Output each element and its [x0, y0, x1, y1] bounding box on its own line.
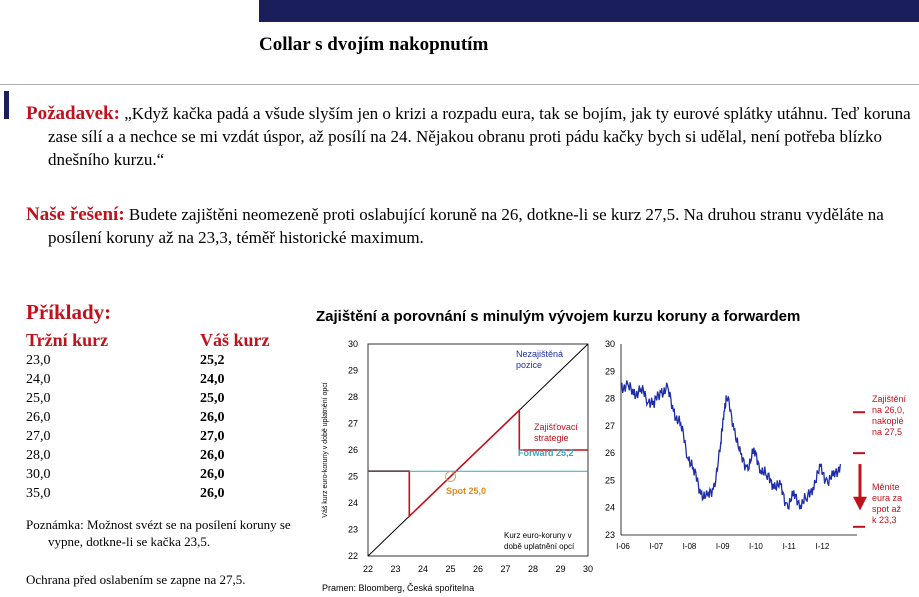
market-rate: 28,0 [26, 448, 51, 463]
y-tick-label: 26 [604, 448, 615, 459]
your-rate: 27,0 [200, 429, 225, 444]
market-rate: 26,0 [26, 410, 51, 425]
y-tick-label: 22 [347, 551, 358, 561]
y-tick-label: 26 [347, 445, 358, 455]
y-tick-label: 30 [347, 339, 358, 349]
x-axis-label: Kurz euro-koruny v době uplatnění opcí [504, 531, 575, 551]
solution-paragraph [26, 203, 919, 249]
y-tick-label: 28 [347, 392, 358, 402]
your-rate: 24,0 [200, 372, 225, 387]
source-note: Pramen: Bloomberg, Česká spořitelna [322, 583, 475, 593]
down-arrow-head-icon [853, 497, 867, 511]
examples-note-2: Ochrana před oslabením se zapne na 27,5. [26, 572, 246, 587]
page-title: Collar s dvojím nakopnutím [259, 34, 489, 55]
your-rate: 26,0 [200, 410, 225, 425]
your-rate: 25,2 [200, 353, 225, 368]
x-tick-label: 25 [445, 564, 456, 574]
your-rate: 26,0 [200, 486, 225, 501]
section-accent [4, 91, 9, 119]
x-tick-label: 22 [362, 564, 374, 574]
market-rate: 27,0 [26, 429, 51, 444]
col-yours-header: Váš kurz [200, 330, 270, 350]
x-tick-label: 27 [500, 564, 511, 574]
forward-label: Forward 25,2 [518, 448, 574, 458]
y-tick-label: 29 [347, 365, 358, 376]
y-tick-label: 24 [347, 498, 358, 508]
y-tick-label: 29 [604, 366, 615, 377]
x-tick-label: I-07 [649, 542, 664, 551]
your-rate: 26,0 [200, 448, 225, 463]
your-rate: 25,0 [200, 391, 225, 406]
examples-note: Poznámka: Možnost svézt se na posílení koruny se vypne, dotkne-li se kačka 23,5. [26, 517, 291, 549]
market-rate: 30,0 [26, 467, 51, 482]
payoff-chart [316, 330, 600, 582]
x-tick-label: I-09 [715, 542, 730, 551]
market-rate: 24,0 [26, 372, 51, 387]
x-tick-label: 26 [472, 564, 484, 574]
examples-title: Příklady: [26, 300, 112, 324]
protect-label: Zajištění na 26,0, nakoplé na 27,5 [872, 394, 907, 437]
requirement-text: „Když kačka padá a všude slyším jen o krizi a rozpadu eura, tak se bojím, jak ty eurové splátky utáhnu. Teď koruna zase sílí a a nechce se mi vzdát úspor, až posílí na 24. Nějakou obranu proti pádu kačky bych si udělal, není potřeba blízko dnešního kurzu.“ [48, 104, 911, 169]
x-tick-label: I-08 [682, 542, 697, 551]
solution-text: Budete zajištěni neomezeně proti oslabující koruně na 26, dotkne-li se kurz 27,5. Na druhou stranu vyděláte na posílení koruny až na 23,3, téměř historické maximum. [48, 205, 884, 247]
spot-label: Spot 25,0 [446, 486, 487, 496]
x-tick-label: 30 [582, 564, 594, 574]
x-tick-label: 24 [417, 564, 429, 574]
history-chart [598, 330, 919, 582]
divider [0, 84, 919, 85]
eurczk-history-line [621, 381, 840, 510]
y-tick-label: 28 [604, 393, 615, 404]
y-axis-label: Váš kurz euro-koruny v době uplatnění opcí [322, 382, 329, 518]
market-rate: 25,0 [26, 391, 51, 406]
y-tick-label: 27 [347, 418, 358, 429]
header-bar [259, 0, 919, 22]
y-tick-label: 30 [604, 339, 615, 349]
market-rate: 23,0 [26, 353, 51, 368]
x-tick-label: I-12 [815, 542, 830, 551]
x-tick-label: I-10 [749, 542, 763, 551]
requirement-label: Požadavek: [26, 103, 120, 124]
y-tick-label: 27 [604, 420, 615, 431]
x-tick-label: I-06 [616, 542, 630, 551]
x-tick-label: 23 [390, 564, 401, 574]
y-tick-label: 25 [604, 475, 615, 486]
unhedged-label: Nezajištěná pozice [516, 349, 564, 370]
x-tick-label: 28 [527, 564, 539, 574]
your-rate: 26,0 [200, 467, 225, 482]
solution-label: Naše řešení: [26, 204, 125, 225]
requirement-paragraph [26, 102, 919, 171]
y-tick-label: 25 [347, 471, 358, 482]
market-rate: 35,0 [26, 486, 51, 501]
gain-label: Měníte eura za spot až k 23,3 [872, 482, 903, 525]
chart-title: Zajištění a porovnání s minulým vývojem kurzu koruny a forwardem [316, 308, 801, 325]
strategy-label: Zajišťovací strategie [534, 422, 578, 443]
y-tick-label: 23 [347, 524, 358, 535]
y-tick-label: 24 [604, 502, 615, 513]
x-tick-label: I-11 [782, 542, 796, 551]
y-tick-label: 23 [604, 530, 615, 540]
col-market-header: Tržní kurz [26, 330, 109, 350]
x-tick-label: 29 [555, 564, 566, 574]
